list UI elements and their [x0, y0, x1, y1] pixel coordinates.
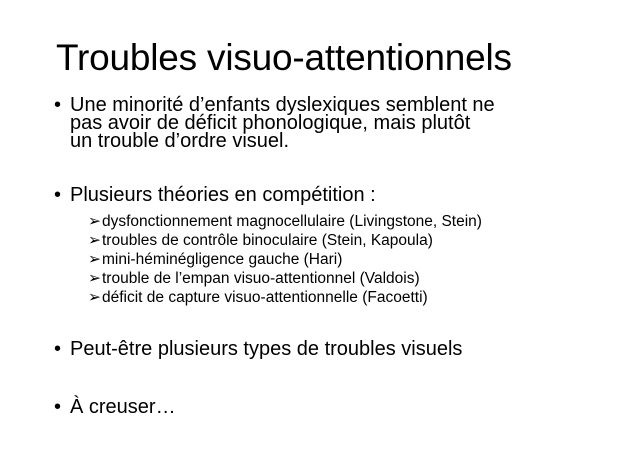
bullet-marker: • — [54, 184, 62, 206]
sub-bullet-item — [88, 250, 482, 269]
sub-bullet-text: dysfonctionnement magnocellulaire (Livingstone, Stein) — [102, 213, 482, 230]
sub-bullet-text: déficit de capture visuo-attentionnelle (Facoetti) — [102, 289, 428, 306]
sub-bullet-text: troubles de contrôle binoculaire (Stein, Kapoula) — [102, 232, 433, 249]
sub-bullet-item — [88, 231, 482, 250]
bullet-marker: • — [54, 396, 62, 418]
bullet-marker: • — [54, 338, 62, 360]
bullet-marker: • — [54, 94, 62, 116]
arrow-bullet-icon: ➢ — [88, 232, 101, 249]
bullet-text: Peut-être plusieurs types de troubles visuels — [70, 338, 463, 360]
bullet-line: un trouble d’ordre visuel. — [70, 130, 290, 152]
bullet-text: À creuser… — [70, 396, 176, 418]
sub-bullet-text: mini-héminégligence gauche (Hari) — [102, 251, 343, 268]
bullet-text: Plusieurs théories en compétition : — [70, 184, 376, 206]
sub-bullet-item — [88, 288, 482, 307]
arrow-bullet-icon: ➢ — [88, 270, 101, 287]
bullet-line: pas avoir de déficit phonologique, mais plutôt — [70, 112, 471, 134]
bullet-text — [70, 96, 495, 150]
sub-bullet-text: trouble de l’empan visuo-attentionnel (Valdois) — [102, 270, 420, 287]
sub-bullet-item — [88, 212, 482, 231]
arrow-bullet-icon: ➢ — [88, 213, 101, 230]
sub-bullet-item — [88, 269, 482, 288]
arrow-bullet-icon: ➢ — [88, 251, 101, 268]
bullet-line: Une minorité d’enfants dyslexiques semblent ne — [70, 94, 495, 116]
arrow-bullet-icon: ➢ — [88, 289, 101, 306]
slide-title: Troubles visuo-attentionnels — [56, 37, 512, 78]
sub-bullet-list — [88, 212, 482, 307]
